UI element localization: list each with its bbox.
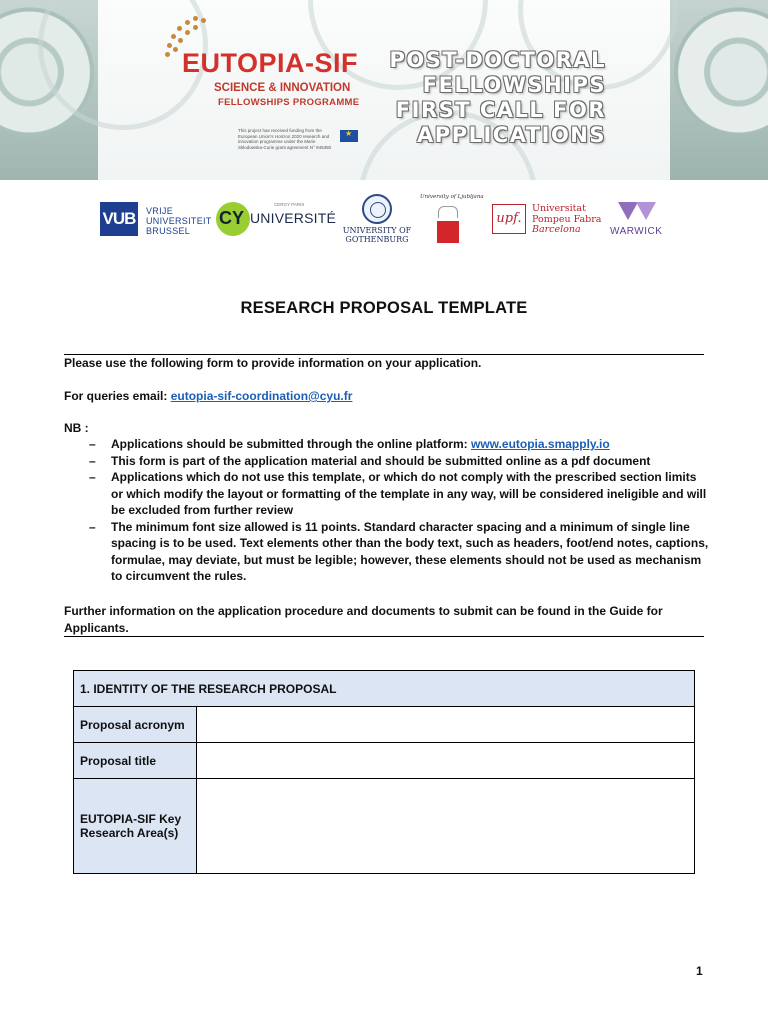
bullet-dash: –	[89, 437, 96, 451]
list-item	[64, 519, 710, 585]
vub-name	[146, 206, 212, 236]
proposal-acronym-field[interactable]	[197, 707, 695, 743]
intro-text: Please use the following form to provide information on your application.	[64, 356, 482, 370]
ljubljana-building-icon	[438, 206, 458, 218]
queries-email-link[interactable]: eutopia-sif-coordination@cyu.fr	[170, 389, 353, 403]
vub-logo: VUB	[100, 202, 138, 236]
upf-logo: upf.	[492, 204, 526, 234]
call-title-line: POST-DOCTORAL	[389, 48, 606, 72]
vub-name-line: BRUSSEL	[146, 226, 191, 236]
field-label-acronym: Proposal acronym	[74, 707, 197, 743]
page-title: RESEARCH PROPOSAL TEMPLATE	[240, 299, 528, 317]
bullet-dash: –	[89, 453, 96, 468]
eu-funding-note: This project has received funding from the European Union's Horizon 2020 research and innovation programme under the Marie Skłodowska-Curie grant agreement N° 945380	[238, 128, 332, 150]
cy-logo-icon	[216, 202, 250, 236]
list-item	[64, 469, 710, 519]
upf-name	[532, 204, 601, 236]
gothenburg-name	[341, 226, 413, 244]
queries-label: For queries email:	[64, 389, 171, 403]
header-banner	[0, 0, 768, 180]
gothenburg-name-line: GOTHENBURG	[345, 235, 409, 244]
vub-name-line: VRIJE	[146, 206, 174, 216]
table-header: 1. IDENTITY OF THE RESEARCH PROPOSAL	[74, 671, 695, 707]
upf-name-line: Pompeu Fabra	[532, 213, 602, 225]
upf-name-line: Universitat	[532, 203, 586, 214]
cy-small-label: CERGY PARIS	[274, 202, 305, 207]
call-title-line: APPLICATIONS	[417, 123, 606, 147]
field-label-title: Proposal title	[74, 743, 197, 779]
warwick-name: WARWICK	[610, 226, 663, 237]
eutopia-sif-logo: EUTOPIA-SIF	[182, 48, 359, 78]
bullet-dash: –	[89, 470, 96, 484]
list-item-text: Applications should be submitted through the online platform:	[111, 437, 471, 451]
list-item-text: The minimum font size allowed is 11 points. Standard character spacing and a minimum of single line spacing is to be used. Text elements other than the body text, such as headers, foot/end notes, captions, formulae, may deviate, but must be legible; however, these elements should not be used as mechanism to circumvent the rules.	[111, 519, 709, 583]
upf-name-line: Barcelona	[532, 224, 581, 235]
eu-flag-icon	[340, 130, 358, 142]
gothenburg-name-line: UNIVERSITY OF	[342, 226, 412, 235]
call-title-line: FELLOWSHIPS	[422, 73, 606, 97]
call-title-line: FIRST CALL FOR	[395, 98, 606, 122]
list-item-text: This form is part of the application material and should be submitted online as a pdf document	[111, 453, 651, 468]
further-info-text: Further information on the application procedure and documents to submit can be found in the Guide for Applicants.	[64, 604, 663, 635]
partner-logos	[0, 190, 768, 250]
bullet-dash: –	[89, 519, 96, 534]
programme-subtitle-line2: FELLOWSHIPS PROGRAMME	[218, 97, 360, 108]
table-row	[74, 743, 695, 779]
proposal-title-field[interactable]	[197, 743, 695, 779]
table-row	[74, 779, 695, 874]
vub-name-line: UNIVERSITEIT	[146, 216, 212, 226]
field-label-research-area: EUTOPIA-SIF Key Research Area(s)	[74, 779, 197, 874]
gothenburg-seal-icon	[362, 194, 392, 224]
cy-university-name: UNIVERSITÉ	[250, 210, 337, 226]
research-area-field[interactable]	[197, 779, 695, 874]
queries-line	[64, 388, 352, 405]
requirements-list	[64, 436, 710, 585]
lab-glassware-image-right	[670, 0, 768, 180]
ljubljana-name: University of Ljubljana	[420, 194, 484, 200]
platform-link[interactable]: www.eutopia.smapply.io	[471, 437, 610, 451]
identity-form-table	[73, 670, 695, 874]
divider	[64, 636, 704, 637]
nb-label: NB :	[64, 421, 89, 435]
call-title	[390, 48, 607, 148]
ljubljana-logo-block	[437, 221, 459, 243]
page-number: 1	[696, 964, 703, 978]
list-item-text: Applications which do not use this template, or which do not comply with the prescribed section limits or which modify the layout or formatting of the template in any way, will be considered ineligible and will be excluded from further review	[111, 470, 707, 517]
programme-subtitle-line1: SCIENCE & INNOVATION	[214, 82, 351, 94]
table-row	[74, 707, 695, 743]
list-item	[64, 453, 710, 470]
list-item	[64, 436, 710, 453]
warwick-logo-icon	[618, 202, 658, 222]
